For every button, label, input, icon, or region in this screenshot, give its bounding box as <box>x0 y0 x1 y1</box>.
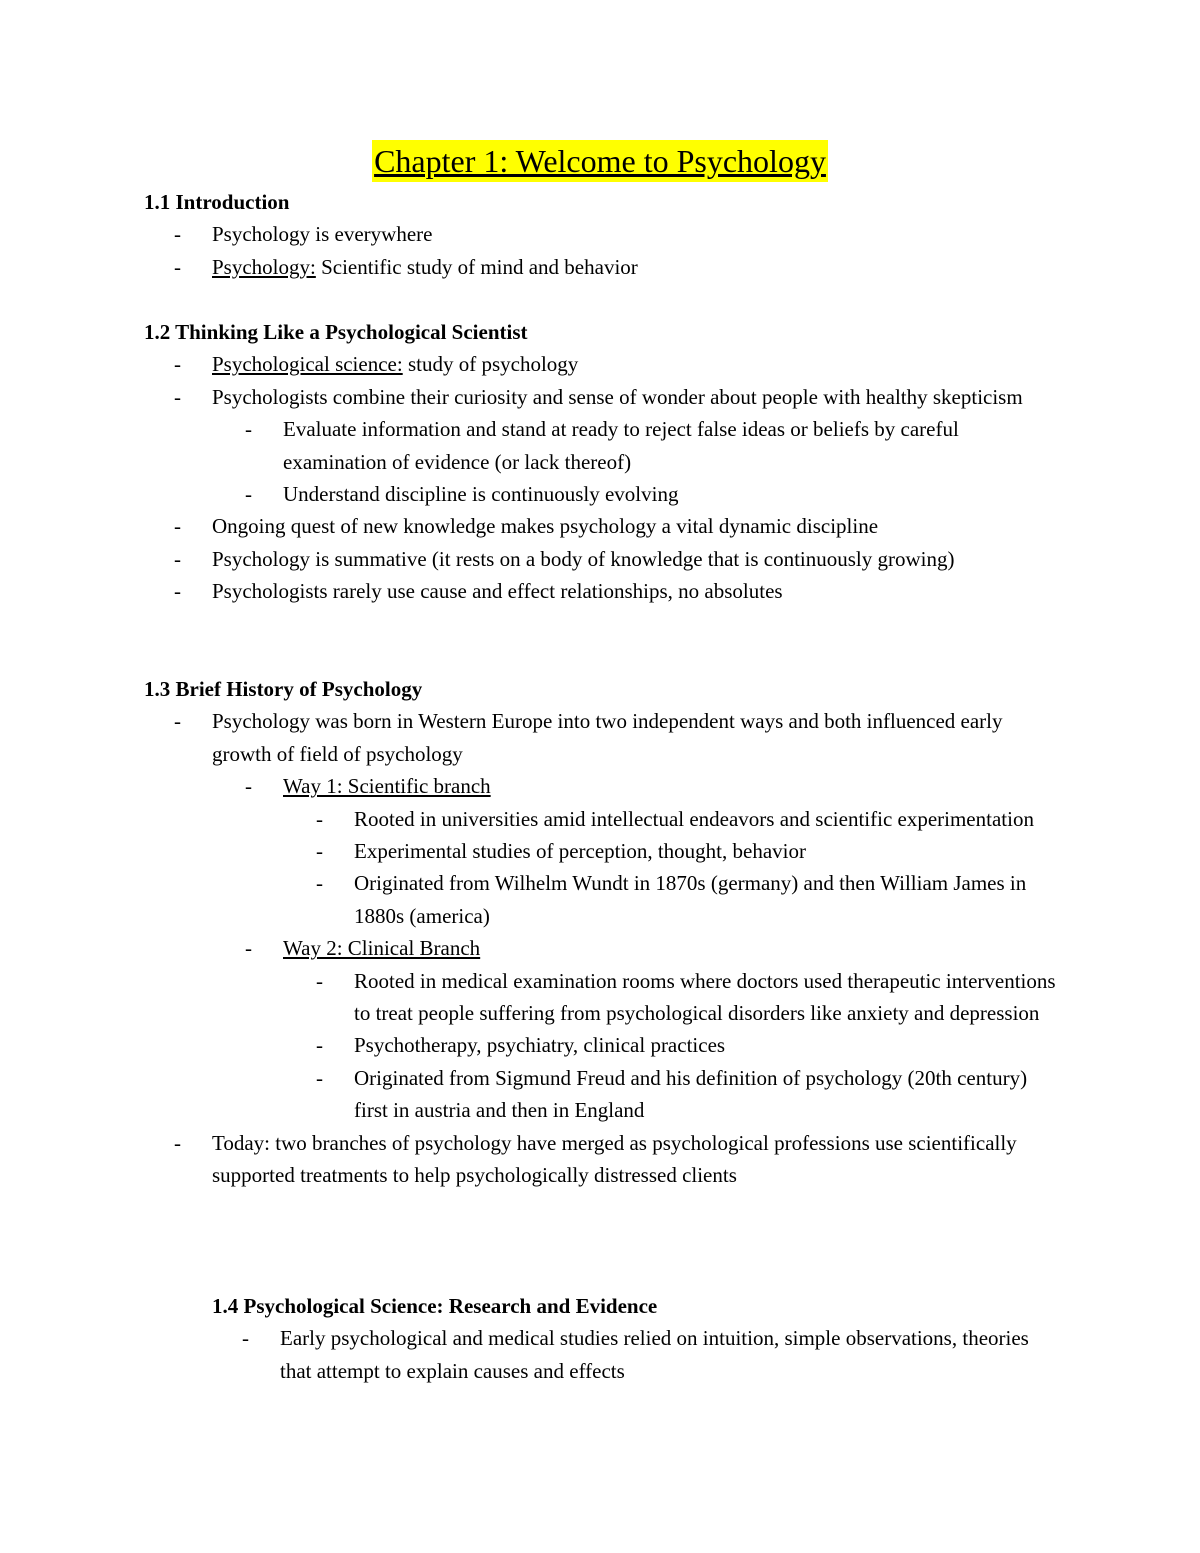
list-item-text: Ongoing quest of new knowledge makes psychology a vital dynamic discipline <box>212 514 879 539</box>
list-item-text: Rooted in universities amid intellectual endeavors and scientific experimentation <box>354 806 1034 831</box>
list-item <box>316 965 1064 1030</box>
list-item <box>174 575 1064 607</box>
section-heading: 1.3 Brief History of Psychology <box>144 677 423 701</box>
list-item-text: Psychology is summative (it rests on a body of knowledge that is continuously growing) <box>212 546 955 571</box>
section-heading: 1.1 Introduction <box>144 190 290 214</box>
dash-marker: - <box>316 839 323 864</box>
bullet-list <box>212 1322 1062 1387</box>
dash-marker: - <box>174 546 181 571</box>
list-item <box>174 1127 1064 1192</box>
section-1-2 <box>144 316 1064 608</box>
list-item-text: Psychology is everywhere <box>212 222 433 247</box>
dash-marker: - <box>174 384 181 409</box>
dash-marker: - <box>316 968 323 993</box>
term-underlined: Psychology: <box>212 254 316 279</box>
list-item <box>316 803 1064 835</box>
list-item <box>174 348 1064 380</box>
list-item <box>174 705 1064 1126</box>
list-item-text: Experimental studies of perception, thought, behavior <box>354 839 806 864</box>
dash-marker: - <box>245 774 252 799</box>
list-item <box>316 835 1064 867</box>
list-item-text: Originated from Sigmund Freud and his definition of psychology (20th century) first in austria and then in England <box>354 1065 1028 1123</box>
list-item <box>174 218 1064 250</box>
sub-bullet-list <box>212 413 1064 510</box>
list-item-text: Early psychological and medical studies relied on intuition, simple observations, theories that attempt to explain causes and effects <box>280 1326 1029 1383</box>
list-item-text: Psychology was born in Western Europe into two independent ways and both influenced early growth of field of psychology <box>212 709 1003 766</box>
list-item-text: Psychotherapy, psychiatry, clinical practices <box>354 1033 726 1058</box>
definition-text: study of psychology <box>402 352 579 377</box>
branch-label: Way 2: Clinical Branch <box>283 936 481 961</box>
list-item <box>245 770 1064 932</box>
section-1-1 <box>144 186 1064 283</box>
dash-marker: - <box>174 222 181 247</box>
list-item-text: Originated from Wilhelm Wundt in 1870s (germany) and then William James in 1880s (america) <box>354 871 1027 928</box>
bullet-list <box>144 218 1064 283</box>
list-item <box>174 510 1064 542</box>
list-item <box>174 251 1064 283</box>
list-item-text: Rooted in medical examination rooms where doctors used therapeutic interventions to treat people suffering from psychological disorders like anxiety and depression <box>354 968 1056 1026</box>
section-1-3 <box>144 673 1064 1192</box>
list-item <box>316 1029 1064 1061</box>
branch-label: Way 1: Scientific branch <box>283 774 491 799</box>
list-item <box>245 932 1064 1126</box>
definition-text: Scientific study of mind and behavior <box>315 254 638 279</box>
dash-marker: - <box>174 514 181 539</box>
dash-marker: - <box>174 254 181 279</box>
list-item <box>316 1062 1064 1127</box>
dash-marker: - <box>245 417 252 442</box>
dash-marker: - <box>245 936 252 961</box>
list-item-text: Psychologists combine their curiosity and sense of wonder about people with healthy skepticism <box>212 384 1023 409</box>
chapter-title: Chapter 1: Welcome to Psychology <box>372 140 828 182</box>
term-underlined: Psychological science: <box>212 352 403 377</box>
list-item <box>245 478 1064 510</box>
dash-marker: - <box>316 871 323 896</box>
dash-marker: - <box>174 709 181 734</box>
section-heading: 1.4 Psychological Science: Research and Evidence <box>212 1294 658 1318</box>
list-item <box>242 1322 1062 1387</box>
section-heading: 1.2 Thinking Like a Psychological Scientist <box>144 320 528 344</box>
sub-sub-bullet-list <box>283 803 1064 933</box>
dash-marker: - <box>174 579 181 604</box>
title-wrapper <box>0 140 1200 182</box>
list-item <box>174 381 1064 511</box>
list-item-text: Psychologists rarely use cause and effect relationships, no absolutes <box>212 579 783 604</box>
list-item-text: Today: two branches of psychology have merged as psychological professions use scientifically supported treatments to help psychologically distressed clients <box>212 1130 1017 1188</box>
list-item <box>174 543 1064 575</box>
sub-bullet-list <box>212 770 1064 1126</box>
dash-marker: - <box>316 1065 323 1090</box>
list-item <box>316 867 1064 932</box>
bullet-list <box>144 348 1064 607</box>
dash-marker: - <box>174 1130 181 1155</box>
bullet-list <box>144 705 1064 1191</box>
section-1-4 <box>212 1290 1062 1387</box>
dash-marker: - <box>174 352 181 377</box>
sub-sub-bullet-list <box>283 965 1064 1127</box>
list-item-text: Understand discipline is continuously evolving <box>283 482 679 507</box>
dash-marker: - <box>242 1326 249 1351</box>
list-item-text: Evaluate information and stand at ready to reject false ideas or beliefs by careful examination of evidence (or lack thereof) <box>283 417 959 474</box>
dash-marker: - <box>316 806 323 831</box>
dash-marker: - <box>245 482 252 507</box>
list-item <box>245 413 1064 478</box>
dash-marker: - <box>316 1033 323 1058</box>
